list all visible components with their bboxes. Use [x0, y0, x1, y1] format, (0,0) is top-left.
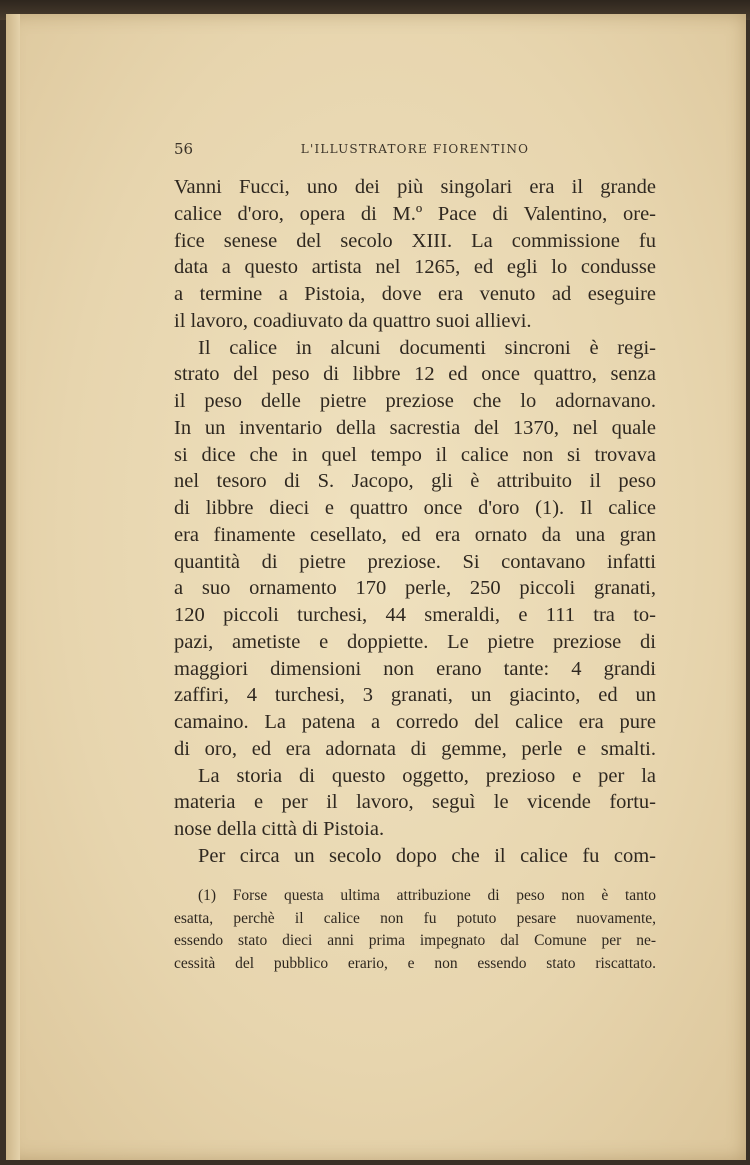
text-line: il lavoro, coadiuvato da quattro suoi allievi.: [174, 309, 532, 332]
text-line: strato del peso di libbre 12 ed once quattro, senza: [174, 363, 656, 386]
text-line: pazi, ametiste e doppiette. Le pietre preziose di: [174, 630, 656, 653]
footnote-line: (1) Forse questa ultima attribuzione di peso non è tanto: [198, 887, 656, 904]
text-line: camaino. La patena a corredo del calice era pure: [174, 711, 656, 733]
text-line: 120 piccoli turchesi, 44 smeraldi, e 111 tra to-: [174, 604, 656, 626]
text-line: di libbre dieci e quattro once d'oro (1). Il calice: [174, 497, 656, 519]
text-line: zaffiri, 4 turchesi, 3 granati, un giacinto, ed un: [174, 684, 656, 707]
text-line: Il calice in alcuni documenti sincroni è regi-: [198, 336, 656, 359]
page-edge: [6, 14, 20, 1160]
text-line: nel tesoro di S. Jacopo, gli è attribuito il peso: [174, 470, 656, 493]
running-title: L'ILLUSTRATORE FIORENTINO: [300, 142, 530, 156]
footnote-line: essendo stato dieci anni prima impegnato dal Comune per ne-: [174, 932, 656, 950]
text-line: nose della città di Pistoia.: [174, 818, 385, 840]
footnote-line: cessità del pubblico erario, e non essendo stato riscattato.: [174, 955, 656, 973]
text-line: maggiori dimensioni non erano tante: 4 grandi: [174, 657, 656, 680]
page-number: 56: [174, 140, 194, 158]
text-line: era finamente cesellato, ed era ornato da una gran: [174, 523, 656, 546]
text-line: La storia di questo oggetto, prezioso e per la: [198, 764, 656, 787]
text-line: calice d'oro, opera di M.º Pace di Valentino, ore-: [174, 202, 656, 225]
text-line: a termine a Pistoia, dove era venuto ad eseguire: [174, 283, 656, 305]
text-line: data a questo artista nel 1265, ed egli lo condusse: [174, 256, 656, 279]
text-line: Per circa un secolo dopo che il calice fu com-: [198, 844, 656, 867]
footnote-line: esatta, perchè il calice non fu potuto pesare nuovamente,: [174, 909, 656, 927]
text-line: fice senese del secolo XIII. La commissione fu: [174, 229, 656, 252]
text-line: Vanni Fucci, uno dei più singolari era il grande: [174, 176, 656, 198]
body-text: [174, 174, 656, 870]
text-line: quantità di pietre preziose. Si contavano infatti: [174, 550, 656, 573]
text-line: di oro, ed era adornata di gemme, perle e smalti.: [174, 737, 656, 760]
text-line: materia e per il lavoro, seguì le vicende fortu-: [174, 791, 656, 814]
running-header: [174, 140, 656, 160]
text-line: il peso delle pietre preziose che lo adornavano.: [174, 390, 656, 412]
text-line: a suo ornamento 170 perle, 250 piccoli granati,: [174, 577, 656, 600]
footnote: [174, 885, 656, 976]
text-line: si dice che in quel tempo il calice non si trovava: [174, 443, 656, 466]
text-line: In un inventario della sacrestia del 1370, nel quale: [174, 416, 656, 439]
